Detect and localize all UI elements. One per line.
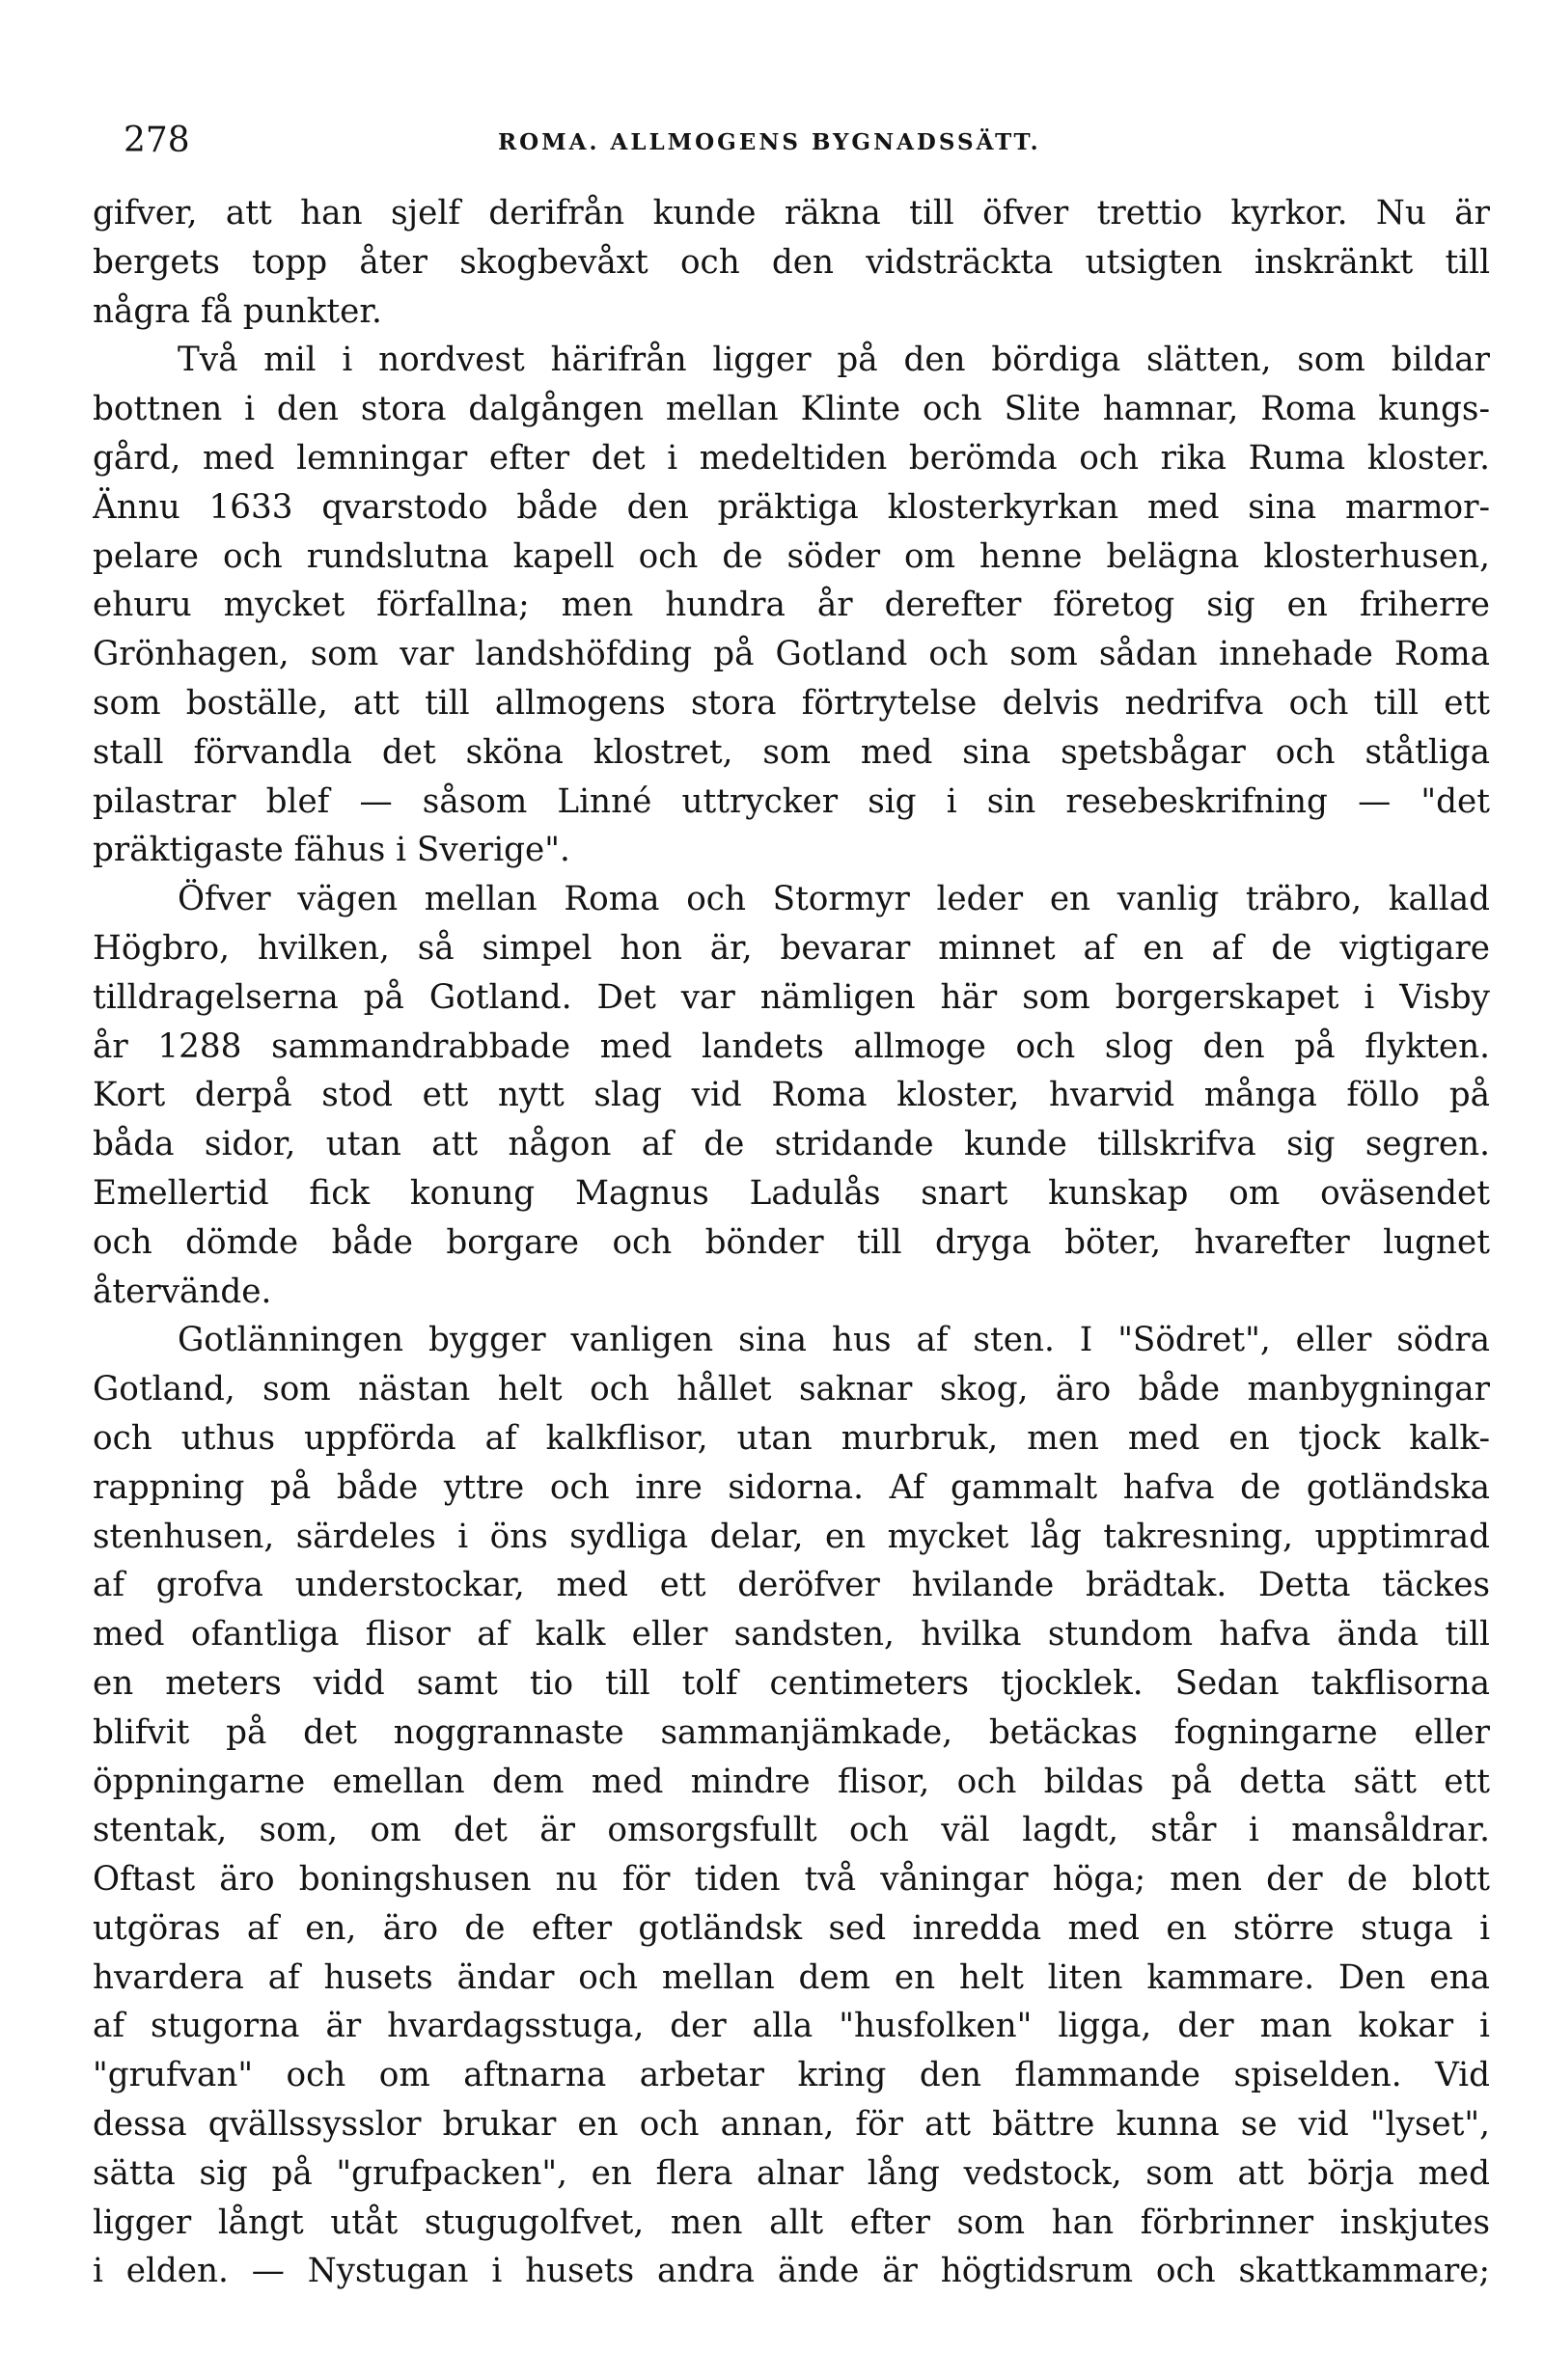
text-line: återvände. [93,1272,272,1311]
text-line: med ofantliga flisor af kalk eller sandsten, hvilka stundom hafva ända till [93,1615,1490,1655]
text-line: ligger långt utåt stugugolfvet, men allt efter som han förbrinner inskjutes [93,2202,1490,2242]
text-line: några få punkter. [93,291,382,331]
text-line: af stugorna är hvardagsstuga, der alla "husfolken" ligga, der man kokar i [93,2007,1490,2046]
text-line: öppningarne emellan dem med mindre flisor, och bildas på detta sätt ett [93,1762,1490,1801]
text-line: Oftast äro boningshusen nu för tiden två våningar höga; men der de blott [93,1860,1490,1900]
text-line: Grönhagen, som var landshöfding på Gotland och som sådan innehade Roma [93,635,1490,674]
text-line: "grufvan" och om aftnarna arbetar kring den flammande spiselden. Vid [93,2056,1490,2095]
text-line: en meters vidd samt tio till tolf centimeters tjocklek. Sedan takflisorna [93,1663,1490,1703]
text-line: blifvit på det noggrannaste sammanjämkade, betäckas fogningarne eller [93,1712,1490,1752]
text-line: utgöras af en, äro de efter gotländsk sed inredda med en större stuga i [93,1908,1490,1948]
text-line: Gotland, som nästan helt och hållet saknar skog, äro både manbygningar [93,1370,1490,1409]
text-line: dessa qvällssysslor brukar en och annan, för att bättre kunna se vid "lyset", [93,2105,1490,2145]
text-line: bergets topp åter skogbevåxt och den vidsträckta utsigten inskränkt till [93,242,1490,282]
text-line: Gotlänningen bygger vanligen sina hus af sten. I "Södret", eller södra [178,1321,1490,1360]
text-line: präktigaste fähus i Sverige". [93,831,570,870]
text-line: rappning på både yttre och inre sidorna. Af gammalt hafva de gotländska [93,1467,1490,1507]
text-line: af grofva understockar, med ett deröfver hvilande brädtak. Detta täckes [93,1566,1490,1605]
text-line: pilastrar blef — såsom Linné uttrycker sig i sin resebeskrifning — "det [93,781,1490,821]
text-line: som boställe, att till allmogens stora förtrytelse delvis nedrifva och till ett [93,683,1490,723]
text-line: gifver, att han sjelf derifrån kunde räkna till öfver trettio kyrkor. Nu är [93,194,1490,233]
text-line: Emellertid fick konung Magnus Ladulås snart kunskap om oväsendet [93,1173,1490,1213]
body-text [93,189,1490,2296]
text-line: Öfver vägen mellan Roma och Stormyr leder en vanlig träbro, kallad [178,880,1490,919]
running-head: ROMA. ALLMOGENS BYGNADSSÄTT. [498,129,1041,155]
text-line: hvardera af husets ändar och mellan dem en helt liten kammare. Den ena [93,1957,1490,1997]
text-line: år 1288 sammandrabbade med landets allmoge och slog den på flykten. [93,1026,1490,1066]
text-line: stentak, som, om det är omsorgsfullt och väl lagdt, står i mansåldrar. [93,1811,1490,1850]
text-line: Ännu 1633 qvarstodo både den präktiga klosterkyrkan med sina marmor- [93,487,1490,527]
text-line: tilldragelserna på Gotland. Det var nämligen här som borgerskapet i Visby [93,977,1490,1017]
text-line: stenhusen, särdeles i öns sydliga delar, en mycket låg takresning, upptimrad [93,1517,1490,1556]
text-line: i elden. — Nystugan i husets andra ände är högtidsrum och skattkammare; [93,2252,1490,2291]
text-line: bottnen i den stora dalgången mellan Klinte och Slite hamnar, Roma kungs- [93,390,1490,429]
text-line: Två mil i nordvest härifrån ligger på den bördiga slätten, som bildar [178,341,1490,380]
text-line: Kort derpå stod ett nytt slag vid Roma kloster, hvarvid många föllo på [93,1076,1490,1115]
text-line: gård, med lemningar efter det i medeltiden berömda och rika Ruma kloster. [93,438,1490,478]
text-line: pelare och rundslutna kapell och de söder om henne belägna klosterhusen, [93,536,1490,576]
text-line: och uthus uppförda af kalkflisor, utan murbruk, men med en tjock kalk- [93,1418,1490,1458]
text-line: båda sidor, utan att någon af de stridande kunde tillskrifva sig segren. [93,1125,1490,1164]
text-line: sätta sig på "grufpacken", en flera alnar lång vedstock, som att börja med [93,2153,1490,2193]
page-number: 278 [124,121,190,160]
text-line: Högbro, hvilken, så simpel hon är, bevarar minnet af en af de vigtigare [93,928,1490,968]
text-line: och dömde både borgare och bönder till dryga böter, hvarefter lugnet [93,1222,1490,1262]
page-header [93,114,1482,168]
text-line: stall förvandla det sköna klostret, som med sina spetsbågar och ståtliga [93,732,1490,772]
text-line: ehuru mycket förfallna; men hundra år derefter företog sig en friherre [93,586,1490,625]
